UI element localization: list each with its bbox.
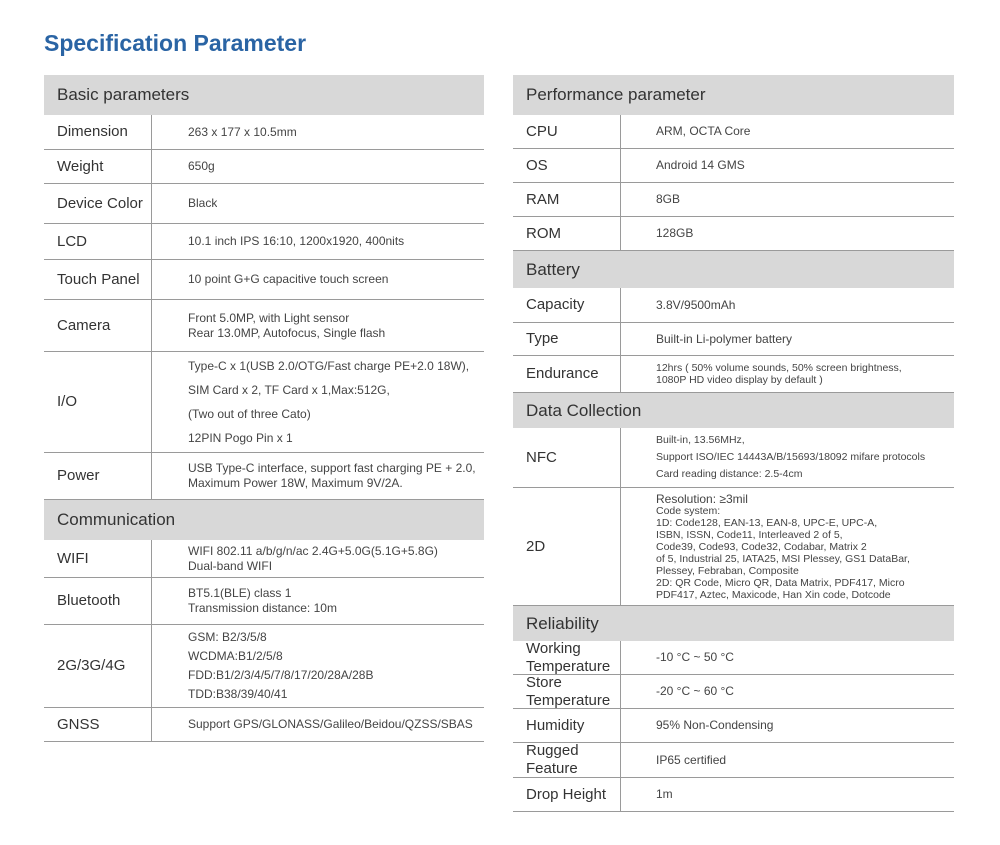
- spec-row-os: [513, 149, 954, 183]
- spec-row-endurance: [513, 356, 954, 393]
- spec-label: Power: [44, 453, 152, 499]
- spec-value-line: 1080P HD video display by default ): [656, 374, 823, 386]
- spec-value: [621, 778, 673, 811]
- spec-value: [152, 352, 469, 452]
- spec-label: Endurance: [513, 356, 621, 392]
- spec-value-line: FDD:B1/2/3/4/5/7/8/17/20/28A/28B: [188, 668, 374, 682]
- spec-label: OS: [513, 149, 621, 182]
- spec-value-line: IP65 certified: [656, 752, 727, 767]
- spec-value: [621, 709, 773, 742]
- spec-label: 2G/3G/4G: [44, 625, 152, 707]
- spec-value-line: 1D: Code128, EAN-13, EAN-8, UPC-E, UPC-A,: [656, 516, 878, 529]
- spec-label: Capacity: [513, 288, 621, 322]
- section-header-basic-parameters: Basic parameters: [44, 75, 484, 115]
- spec-row-wifi: [44, 540, 484, 578]
- section-header-data-collection: Data Collection: [513, 393, 954, 428]
- spec-row-type: [513, 323, 954, 356]
- spec-label: 2D: [513, 488, 621, 605]
- spec-value-line: -10 °C ~ 50 °C: [656, 650, 734, 664]
- spec-value-line: USB Type-C interface, support fast charging PE + 2.0,: [188, 461, 476, 475]
- spec-value: [152, 540, 438, 577]
- section-header-reliability: Reliability: [513, 606, 954, 641]
- spec-row-lcd: [44, 224, 484, 260]
- section-header-performance-parameter: Performance parameter: [513, 75, 954, 115]
- spec-row-2g-3g-4g: [44, 625, 484, 708]
- spec-value-line: Card reading distance: 2.5-4cm: [656, 468, 803, 480]
- spec-value-line: 263 x 177 x 10.5mm: [188, 124, 297, 139]
- section-header-battery: Battery: [513, 251, 954, 288]
- spec-value: [621, 488, 910, 605]
- spec-value-line: 12hrs ( 50% volume sounds, 50% screen brightness,: [656, 362, 902, 374]
- spec-value-line: Code system:: [656, 504, 721, 517]
- spec-value-line: 8GB: [656, 192, 681, 206]
- section-header-communication: Communication: [44, 500, 484, 540]
- spec-label: GNSS: [44, 708, 152, 741]
- spec-value-line: 128GB: [656, 226, 694, 240]
- spec-value-line: Support GPS/GLONASS/Galileo/Beidou/QZSS/SBAS: [188, 717, 473, 731]
- spec-row-weight: [44, 150, 484, 184]
- spec-value-line: Built-in Li-polymer battery: [656, 331, 793, 346]
- spec-value-line: 10 point G+G capacitive touch screen: [188, 272, 389, 286]
- spec-value: [621, 428, 925, 487]
- spec-value-line: 10.1 inch IPS 16:10, 1200x1920, 400nits: [188, 234, 405, 248]
- spec-value-line: Android 14 GMS: [656, 158, 745, 172]
- spec-value: [621, 356, 902, 392]
- spec-label: Touch Panel: [44, 260, 152, 299]
- spec-value: [152, 115, 297, 149]
- spec-value: [152, 260, 388, 299]
- spec-row-working-temperature: [513, 641, 954, 675]
- spec-value-line: Support ISO/IEC 14443A/B/15693/18092 mifare protocols: [656, 451, 926, 463]
- spec-value-line: 12PIN Pogo Pin x 1: [188, 431, 293, 445]
- spec-value-line: Maximum Power 18W, Maximum 9V/2A.: [188, 476, 403, 490]
- spec-value-line: Dual-band WIFI: [188, 558, 273, 573]
- spec-row-touch-panel: [44, 260, 484, 300]
- spec-row-bluetooth: [44, 578, 484, 625]
- spec-value: [621, 323, 792, 355]
- spec-row-nfc: [513, 428, 954, 488]
- spec-row-capacity: [513, 288, 954, 323]
- spec-value-line: GSM: B2/3/5/8: [188, 630, 267, 644]
- spec-value-line: 95% Non-Condensing: [656, 718, 774, 732]
- spec-value: [621, 183, 680, 216]
- spec-value: [152, 300, 385, 351]
- spec-value-line: PDF417, Aztec, Maxicode, Han Xin code, Dotcode: [656, 588, 891, 601]
- spec-value: [621, 288, 735, 322]
- spec-row-humidity: [513, 709, 954, 743]
- spec-row-i-o: [44, 352, 484, 453]
- spec-label: Store Temperature: [513, 675, 621, 708]
- spec-value-line: -20 °C ~ 60 °C: [656, 684, 734, 698]
- spec-label: Dimension: [44, 115, 152, 149]
- spec-value-line: BT5.1(BLE) class 1: [188, 586, 292, 600]
- spec-row-rugged-feature: [513, 743, 954, 778]
- spec-value-line: 650g: [188, 159, 215, 173]
- spec-value: [621, 675, 734, 708]
- spec-value: [621, 115, 750, 148]
- spec-label: Camera: [44, 300, 152, 351]
- spec-value-line: Transmission distance: 10m: [188, 601, 337, 615]
- spec-row-ram: [513, 183, 954, 217]
- spec-value: [152, 708, 473, 741]
- spec-value-line: 1m: [656, 787, 673, 801]
- spec-value-line: 2D: QR Code, Micro QR, Data Matrix, PDF417, Micro: [656, 576, 905, 589]
- spec-label: ROM: [513, 217, 621, 250]
- spec-value-line: Resolution: ≥3mil: [656, 491, 748, 506]
- spec-row-device-color: [44, 184, 484, 224]
- spec-row-camera: [44, 300, 484, 352]
- spec-value-line: Front 5.0MP, with Light sensor: [188, 310, 350, 325]
- spec-value-line: Code39, Code93, Code32, Codabar, Matrix 2: [656, 540, 867, 553]
- spec-value-line: WCDMA:B1/2/5/8: [188, 649, 283, 663]
- spec-row-power: [44, 453, 484, 500]
- spec-label: NFC: [513, 428, 621, 487]
- spec-label: Rugged Feature: [513, 743, 621, 777]
- spec-value: [152, 453, 476, 499]
- spec-label: LCD: [44, 224, 152, 259]
- spec-row-store-temperature: [513, 675, 954, 709]
- spec-row-2d: [513, 488, 954, 606]
- spec-value-line: (Two out of three Cato): [188, 407, 311, 421]
- spec-value-line: 3.8V/9500mAh: [656, 297, 736, 312]
- spec-value-line: ARM, OCTA Core: [656, 124, 751, 138]
- spec-value: [152, 224, 404, 259]
- spec-row-dimension: [44, 115, 484, 150]
- spec-row-rom: [513, 217, 954, 251]
- spec-label: CPU: [513, 115, 621, 148]
- spec-value-line: Rear 13.0MP, Autofocus, Single flash: [188, 325, 386, 340]
- spec-value: [152, 625, 373, 707]
- spec-row-gnss: [44, 708, 484, 742]
- spec-value: [152, 184, 217, 223]
- spec-label: Humidity: [513, 709, 621, 742]
- left-column: [44, 75, 484, 742]
- spec-value: [621, 743, 726, 777]
- spec-value: [621, 217, 693, 250]
- spec-value: [152, 150, 215, 183]
- spec-value: [621, 641, 734, 674]
- spec-value-line: WIFI 802.11 a/b/g/n/ac 2.4G+5.0G(5.1G+5.8G): [188, 543, 438, 558]
- spec-row-cpu: [513, 115, 954, 149]
- spec-label: WIFI: [44, 540, 152, 577]
- spec-label: I/O: [44, 352, 152, 452]
- spec-label: Drop Height: [513, 778, 621, 811]
- spec-row-drop-height: [513, 778, 954, 812]
- page-title: Specification Parameter: [44, 30, 307, 56]
- spec-label: RAM: [513, 183, 621, 216]
- spec-label: Type: [513, 323, 621, 355]
- spec-label: Bluetooth: [44, 578, 152, 624]
- right-column: [513, 75, 954, 812]
- spec-value: [152, 578, 337, 624]
- spec-value: [621, 149, 745, 182]
- spec-value-line: of 5, Industrial 25, IATA25, MSI Plessey, GS1 DataBar,: [656, 552, 910, 565]
- spec-value-line: Type-C x 1(USB 2.0/OTG/Fast charge PE+2.0 18W),: [188, 359, 470, 373]
- spec-value-line: ISBN, ISSN, Code11, Interleaved 2 of 5,: [656, 528, 843, 541]
- spec-value-line: Plessey, Febraban, Composite: [656, 564, 799, 577]
- spec-label: Weight: [44, 150, 152, 183]
- spec-value-line: Built-in, 13.56MHz,: [656, 434, 745, 446]
- spec-value-line: SIM Card x 2, TF Card x 1,Max:512G,: [188, 383, 390, 397]
- spec-label: Working Temperature: [513, 641, 621, 674]
- spec-value-line: Black: [188, 196, 218, 210]
- spec-label: Device Color: [44, 184, 152, 223]
- spec-value-line: TDD:B38/39/40/41: [188, 687, 288, 701]
